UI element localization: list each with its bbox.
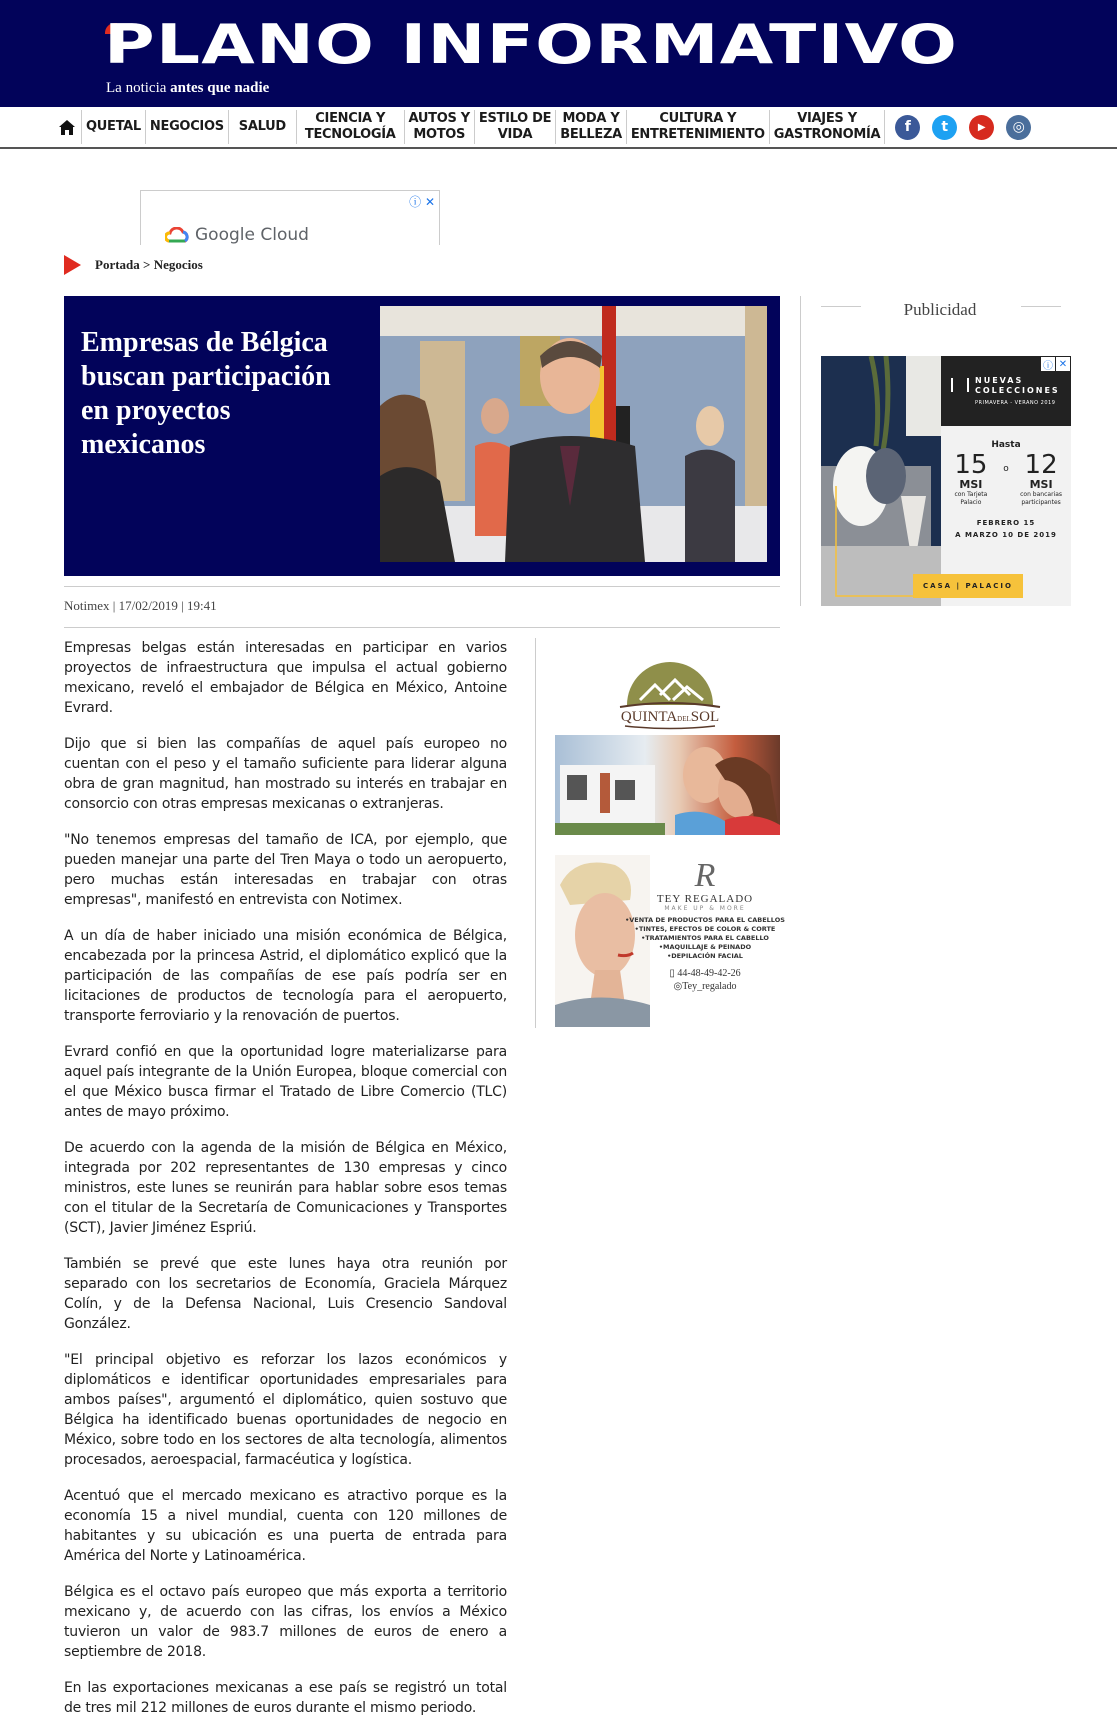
site-header bbox=[0, 0, 1117, 107]
article-paragraph: A un día de haber iniciado una misión económica de Bélgica, encabezada por la princesa Astrid, el diplomático explicó que la participación de las compañías de ese país podría ser en licitaciones de productos de tecnología para el aeropuerto, transporte ferroviario y la renovación de puertos. bbox=[64, 928, 507, 1024]
casa-palacio-brand: CASA | PALACIO bbox=[913, 574, 1023, 598]
article-title: Empresas de Bélgica buscan participación en proyectos mexicanos bbox=[81, 327, 331, 460]
article-meta bbox=[64, 598, 217, 614]
nav-item-quetal[interactable] bbox=[82, 110, 146, 144]
quinta-del-sol-photo bbox=[555, 735, 780, 835]
tey-regalado-info bbox=[625, 859, 785, 993]
article-source: Notimex bbox=[64, 598, 110, 613]
tey-name: TEY REGALADO bbox=[656, 893, 754, 905]
photo-illustration bbox=[380, 306, 767, 562]
social-links bbox=[885, 115, 1031, 140]
meta-divider-bottom bbox=[64, 627, 780, 628]
breadcrumb-current[interactable]: Negocios bbox=[153, 257, 203, 272]
article-body bbox=[64, 638, 507, 1734]
ad-or: o bbox=[1003, 464, 1009, 474]
meta-separator: | bbox=[112, 598, 116, 613]
tey-services bbox=[625, 916, 785, 961]
ad-hasta: Hasta bbox=[991, 440, 1021, 450]
google-cloud-logo bbox=[165, 225, 309, 245]
meta-separator: | bbox=[181, 598, 184, 613]
nav-label: QUETAL bbox=[86, 119, 141, 134]
tey-service: •TINTES, EFECTOS DE COLOR & CORTE bbox=[634, 925, 776, 933]
tagline-bold: antes que nadie bbox=[170, 80, 270, 96]
site-logo[interactable] bbox=[104, 13, 959, 76]
nav-label: CIENCIA Y TECNOLOGÍA bbox=[304, 111, 396, 142]
article-paragraph: Acentuó que el mercado mexicano es atractivo porque es la economía 15 a nivel mundial, cuenta con 120 millones de habitantes y su ubicación es una puerta de entrada para América del Norte y Latinoamérica. bbox=[64, 1488, 507, 1564]
breadcrumb-home[interactable]: Portada bbox=[95, 257, 140, 272]
youtube-icon[interactable]: ▶ bbox=[969, 115, 994, 140]
tey-phone: ▯ 44-48-49-42-26 bbox=[669, 968, 741, 979]
nav-label: CULTURA Y ENTRETENIMIENTO bbox=[630, 111, 765, 142]
nav-item-viajes[interactable] bbox=[770, 110, 886, 144]
ad-controls bbox=[1041, 357, 1070, 371]
instagram-icon[interactable]: ◎ bbox=[1006, 115, 1031, 140]
ad-close-icon[interactable]: ✕ bbox=[424, 195, 435, 209]
nav-item-salud[interactable] bbox=[229, 110, 297, 144]
breadcrumb-arrow-icon bbox=[64, 255, 81, 275]
ad-headline-1: NUEVAS bbox=[975, 376, 1024, 385]
meta-divider-top bbox=[64, 586, 780, 587]
tey-monogram: R bbox=[694, 857, 716, 894]
tey-subtitle: MAKE UP & MORE bbox=[664, 905, 746, 912]
tey-instagram: ◎Tey_regalado bbox=[673, 981, 737, 992]
main-nav bbox=[0, 107, 1117, 149]
quinta-del-sol-logo bbox=[615, 655, 725, 730]
casa-palacio-header bbox=[941, 356, 1071, 426]
article-paragraph: Empresas belgas están interesadas en participar en varios proyectos de infraestructura que impulsa el actual gobierno mexicano, reveló el embajador de Bélgica en México, Antoine Evrard. bbox=[64, 640, 507, 716]
collection-logo-icon bbox=[951, 378, 969, 392]
tey-service: •TRATAMIENTOS PARA EL CABELLO bbox=[641, 934, 769, 942]
ad-left-unit: MSI bbox=[959, 478, 983, 491]
ad-right-unit: MSI bbox=[1029, 478, 1053, 491]
nav-label: MODA Y BELLEZA bbox=[560, 111, 622, 142]
ad-left-number: 15 bbox=[954, 450, 988, 480]
inner-column-divider bbox=[535, 638, 536, 1028]
article-paragraph: También se prevé que este lunes haya otra reunión por separado con los secretarios de Economía, Graciela Márquez Colín, y de la Defensa Nacional, Luis Cresencio Sandoval González. bbox=[64, 1256, 507, 1332]
publicidad-rule-right bbox=[1021, 306, 1061, 307]
article-paragraph: "No tenemos empresas del tamaño de ICA, por ejemplo, que pueden manejar una parte del Tren Maya o todo un aeropuerto, pero muchas están interesadas en trabajar con otras empresas", manifestó en entrevista con Notimex. bbox=[64, 832, 507, 908]
ad-brand: Google Cloud bbox=[195, 225, 309, 245]
article-paragraph: Bélgica es el octavo país europeo que más exporta a territorio mexicano y, de acuerdo con las cifras, los envíos a México tuvieron un valor de 983.7 millones de euros de enero a septiembre de 2018. bbox=[64, 1584, 507, 1660]
breadcrumb bbox=[64, 255, 203, 275]
ad-right-number: 12 bbox=[1024, 450, 1058, 480]
ad-headline-2: COLECCIONES bbox=[975, 386, 1060, 395]
nav-label: AUTOS Y MOTOS bbox=[408, 111, 470, 142]
nav-item-negocios[interactable] bbox=[146, 110, 229, 144]
nav-item-estilo[interactable] bbox=[475, 110, 556, 144]
top-ad-banner[interactable] bbox=[140, 190, 440, 245]
nav-label: SALUD bbox=[238, 119, 286, 134]
ad-dates-1: FEBRERO 15 bbox=[976, 519, 1036, 527]
facebook-icon[interactable]: f bbox=[895, 115, 920, 140]
article-paragraph: Dijo que si bien las compañías de aquel país europeo no cuentan con el peso y el tamaño suficiente para liderar alguna obra de gran magnitud, han mostrado su interés en trabajar en consorcio con otras empresas mexicanas o extranjeras. bbox=[64, 736, 507, 812]
article-time: 19:41 bbox=[186, 598, 217, 613]
svg-text:QUINTADELSOL: QUINTADELSOL bbox=[620, 709, 720, 725]
cloud-icon bbox=[165, 227, 189, 243]
nav-label: ESTILO DE VIDA bbox=[478, 111, 552, 142]
home-icon bbox=[59, 120, 75, 135]
nav-home[interactable] bbox=[52, 110, 82, 144]
article-paragraph: "El principal objetivo es reforzar los lazos económicos y diplomáticos e identificar oportunidades empresariales para ambos países", argumentó el diplomático, quien sostuvo que Bélgica ha identificado buenas oportunidades de negocio en México, sobre todo en los sectores de alta tecnología, alimentos procesados, aeroespacial, farmacéutica y logística. bbox=[64, 1352, 507, 1468]
ad-season: PRIMAVERA - VERANO 2019 bbox=[975, 400, 1056, 406]
nav-label: VIAJES Y GASTRONOMÍA bbox=[773, 111, 881, 142]
article-paragraph: En las exportaciones mexicanas a ese país se registró un total de tres mil 212 millones de euros durante el mismo periodo. bbox=[64, 1680, 507, 1716]
article-paragraph: De acuerdo con la agenda de la misión de Bélgica en México, integrada por 202 representantes de 130 empresas y cinco ministros, este lunes se reunirán para hablar sobre esos temas con el titular de la Secretaría de Comunicaciones y Transportes (SCT), Javier Jiménez Espriú. bbox=[64, 1140, 507, 1236]
sidebar-divider bbox=[800, 296, 801, 606]
article-photo bbox=[380, 306, 767, 562]
tey-regalado-ad[interactable] bbox=[555, 855, 785, 1027]
tey-contact bbox=[625, 967, 785, 993]
nav-item-moda[interactable] bbox=[556, 110, 627, 144]
tagline-plain: La noticia bbox=[106, 80, 171, 96]
nav-item-autos[interactable] bbox=[405, 110, 475, 144]
ad-dates-2: A MARZO 10 DE 2019 bbox=[955, 531, 1057, 539]
article-paragraph: Evrard confió en que la oportunidad logre materializarse para aquel país integrante de la Unión Europea, bloque comercial con el que México busca firmar el Tratado de Libre Comercio (TLC) antes de mayo próximo. bbox=[64, 1044, 507, 1120]
breadcrumb-separator: > bbox=[143, 257, 151, 272]
tey-service: •VENTA DE PRODUCTOS PARA EL CABELLOS bbox=[625, 916, 785, 924]
ad-info-icon[interactable]: ⓘ bbox=[1041, 357, 1055, 371]
logo-text: PLANO INFORMATIVO bbox=[104, 13, 959, 76]
ad-info-icon[interactable]: ⓘ bbox=[409, 195, 422, 209]
tey-service: •DEPILACIÓN FACIAL bbox=[667, 952, 743, 960]
casa-palacio-photo bbox=[821, 356, 941, 606]
ad-right-desc: con bancarias participantes bbox=[1020, 491, 1063, 506]
tey-service: •MAQUILLAJE & PEINADO bbox=[658, 943, 752, 951]
ad-left-desc: con Tarjeta Palacio bbox=[954, 491, 988, 506]
nav-label: NEGOCIOS bbox=[149, 119, 224, 134]
publicidad-rule-left bbox=[821, 306, 861, 307]
nav-item-cultura[interactable] bbox=[627, 110, 770, 144]
article-date: 17/02/2019 bbox=[118, 598, 178, 613]
site-tagline bbox=[106, 80, 269, 97]
nav-item-ciencia[interactable] bbox=[297, 110, 405, 144]
casa-palacio-ad[interactable] bbox=[821, 356, 1071, 606]
twitter-icon[interactable]: t bbox=[932, 115, 957, 140]
ad-controls bbox=[409, 193, 435, 210]
quinta-del-sol-ad[interactable] bbox=[555, 650, 780, 835]
ad-close-icon[interactable]: ✕ bbox=[1056, 357, 1070, 371]
sidebar-title: Publicidad bbox=[903, 300, 977, 319]
article-hero bbox=[64, 296, 780, 576]
